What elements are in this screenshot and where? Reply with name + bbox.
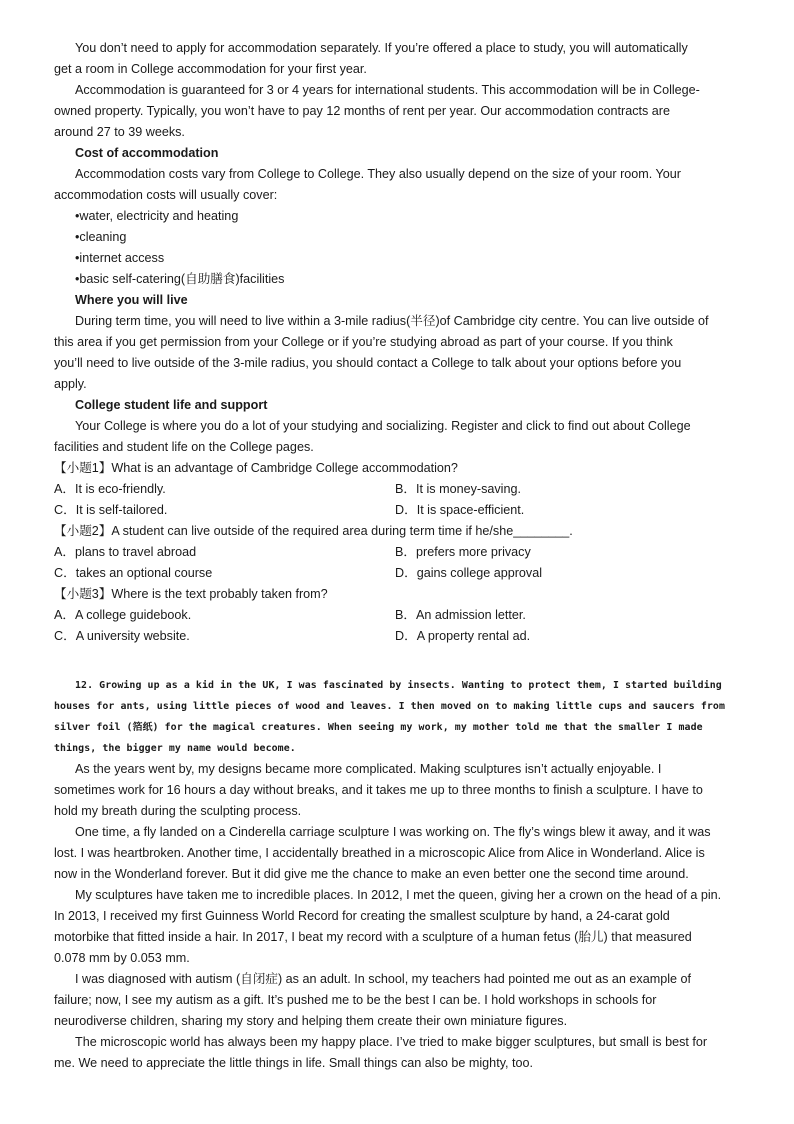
question-2 — [54, 521, 744, 584]
text-line: around 27 to 39 weeks. — [54, 125, 185, 139]
option-a: A．It is eco-friendly. — [54, 482, 166, 496]
text-line: You don’t need to apply for accommodation separately. If you’re offered a place to study, you will automatically — [75, 41, 688, 55]
option-a: A．plans to travel abroad — [54, 545, 197, 559]
option-d: D．gains college approval — [395, 566, 543, 580]
paragraph-no-separate-application — [54, 38, 744, 80]
paragraph-microscopic-world — [54, 1032, 744, 1074]
paragraph-designs-complicated — [54, 759, 744, 822]
option-c: C．It is self-tailored. — [54, 503, 168, 517]
question-stem: 【小题2】A student can live outside of the required area during term time if he/she________. — [54, 524, 573, 538]
text-line: Accommodation costs vary from College to College. They also usually depend on the size of your room. Your — [75, 167, 681, 181]
question-1 — [54, 458, 744, 521]
paragraph-incredible-places — [54, 885, 744, 969]
heading-where-you-will-live: Where you will live — [75, 293, 188, 307]
text-line: neurodiverse children, sharing my story and helping them create their own miniature figures. — [54, 1014, 568, 1028]
text-line: One time, a fly landed on a Cinderella carriage sculpture I was working on. The fly’s wings blew it away, and it was — [75, 825, 711, 839]
text-line: you’ll need to live outside of the 3-mile radius, you should contact a College to talk about your options before you — [54, 356, 682, 370]
option-b: B．An admission letter. — [395, 608, 526, 622]
option-b: B．It is money-saving. — [395, 482, 521, 496]
option-d: D．A property rental ad. — [395, 629, 531, 643]
list-item: •water, electricity and heating — [75, 209, 239, 223]
paragraph-accommodation-guaranteed — [54, 80, 744, 143]
paragraph-college-life — [54, 416, 744, 458]
text-line: houses for ants, using little pieces of wood and leaves. I then moved on to making little cups and saucers from — [54, 701, 726, 712]
text-line: apply. — [54, 377, 87, 391]
text-line: Your College is where you do a lot of your studying and socializing. Register and click to find out about College — [75, 419, 691, 433]
text-line: facilities and student life on the College pages. — [54, 440, 314, 454]
list-item: •internet access — [75, 251, 165, 265]
option-row — [54, 542, 744, 563]
text-line: sometimes work for 16 hours a day without breaks, and it takes me up to three months to finish a sculpture. I have to — [54, 783, 703, 797]
option-row — [54, 479, 744, 500]
question-3 — [54, 584, 744, 647]
question-stem: 【小题3】Where is the text probably taken from? — [54, 587, 328, 601]
text-line: I was diagnosed with autism (自闭症) as an adult. In school, my teachers had pointed me out as an example of — [75, 972, 692, 986]
section-spacer — [54, 647, 744, 675]
text-line: 12. Growing up as a kid in the UK, I was fascinated by insects. Wanting to protect them, I started building — [75, 680, 722, 691]
text-line: In 2013, I received my first Guinness World Record for creating the smallest sculpture by hand, a 24-carat gold — [54, 909, 670, 923]
option-row — [54, 605, 744, 626]
text-line: me. We need to appreciate the little things in life. Small things can also be mighty, too. — [54, 1056, 534, 1070]
heading-cost-of-accommodation: Cost of accommodation — [75, 146, 219, 160]
document-page — [54, 38, 744, 1074]
option-b: B．prefers more privacy — [395, 545, 531, 559]
text-line: owned property. Typically, you won’t have to pay 12 months of rent per year. Our accommodation contracts are — [54, 104, 671, 118]
option-a: A．A college guidebook. — [54, 608, 192, 622]
paragraph-term-time-radius — [54, 311, 744, 395]
text-line: motorbike that fitted inside a hair. In 2017, I beat my record with a sculpture of a human fetus (胎儿) that measured — [54, 930, 692, 944]
text-line: lost. I was heartbroken. Another time, I accidentally breathed in a microscopic Alice from Alice in Wonderland. Alice is — [54, 846, 705, 860]
text-line: My sculptures have taken me to incredible places. In 2012, I met the queen, giving her a crown on the head of a pin. — [75, 888, 722, 902]
text-line: silver foil (箔纸) for the magical creatures. When seeing my work, my mother told me that the smaller I made — [54, 722, 703, 733]
text-line: The microscopic world has always been my happy place. I’ve tried to make bigger sculptures, but small is best for — [75, 1035, 708, 1049]
text-line: As the years went by, my designs became more complicated. Making sculptures isn’t actually enjoyable. I — [75, 762, 662, 776]
text-line: failure; now, I see my autism as a gift. It’s pushed me to be the best I can be. I hold workshops in schools for — [54, 993, 657, 1007]
option-row — [54, 563, 744, 584]
option-row — [54, 626, 744, 647]
text-line: now in the Wonderland forever. But it did give me the chance to make an even better one the second time around. — [54, 867, 689, 881]
list-item: •basic self-catering(自助膳食)facilities — [75, 272, 285, 286]
option-c: C．A university website. — [54, 629, 190, 643]
paragraph-autism — [54, 969, 744, 1032]
text-line: things, the bigger my name would become. — [54, 743, 296, 754]
list-item: •cleaning — [75, 230, 127, 244]
option-d: D．It is space-efficient. — [395, 503, 525, 517]
cost-bullet-list — [54, 206, 744, 290]
text-line: hold my breath during the sculpting process. — [54, 804, 302, 818]
text-line: During term time, you will need to live within a 3-mile radius(半径)of Cambridge city centre. You can live outside of — [75, 314, 709, 328]
text-line: this area if you get permission from your College or if you’re studying abroad as part of your course. If you think — [54, 335, 673, 349]
option-row — [54, 500, 744, 521]
text-line: 0.078 mm by 0.053 mm. — [54, 951, 190, 965]
paragraph-lost-sculptures — [54, 822, 744, 885]
heading-student-life-support: College student life and support — [75, 398, 268, 412]
question-stem: 【小题1】What is an advantage of Cambridge College accommodation? — [54, 461, 458, 475]
text-line: get a room in College accommodation for your first year. — [54, 62, 367, 76]
paragraph-intro-insects — [54, 675, 744, 759]
text-line: Accommodation is guaranteed for 3 or 4 years for international students. This accommodation will be in College- — [75, 83, 700, 97]
option-c: C．takes an optional course — [54, 566, 213, 580]
paragraph-costs — [54, 164, 744, 206]
text-line: accommodation costs will usually cover: — [54, 188, 278, 202]
